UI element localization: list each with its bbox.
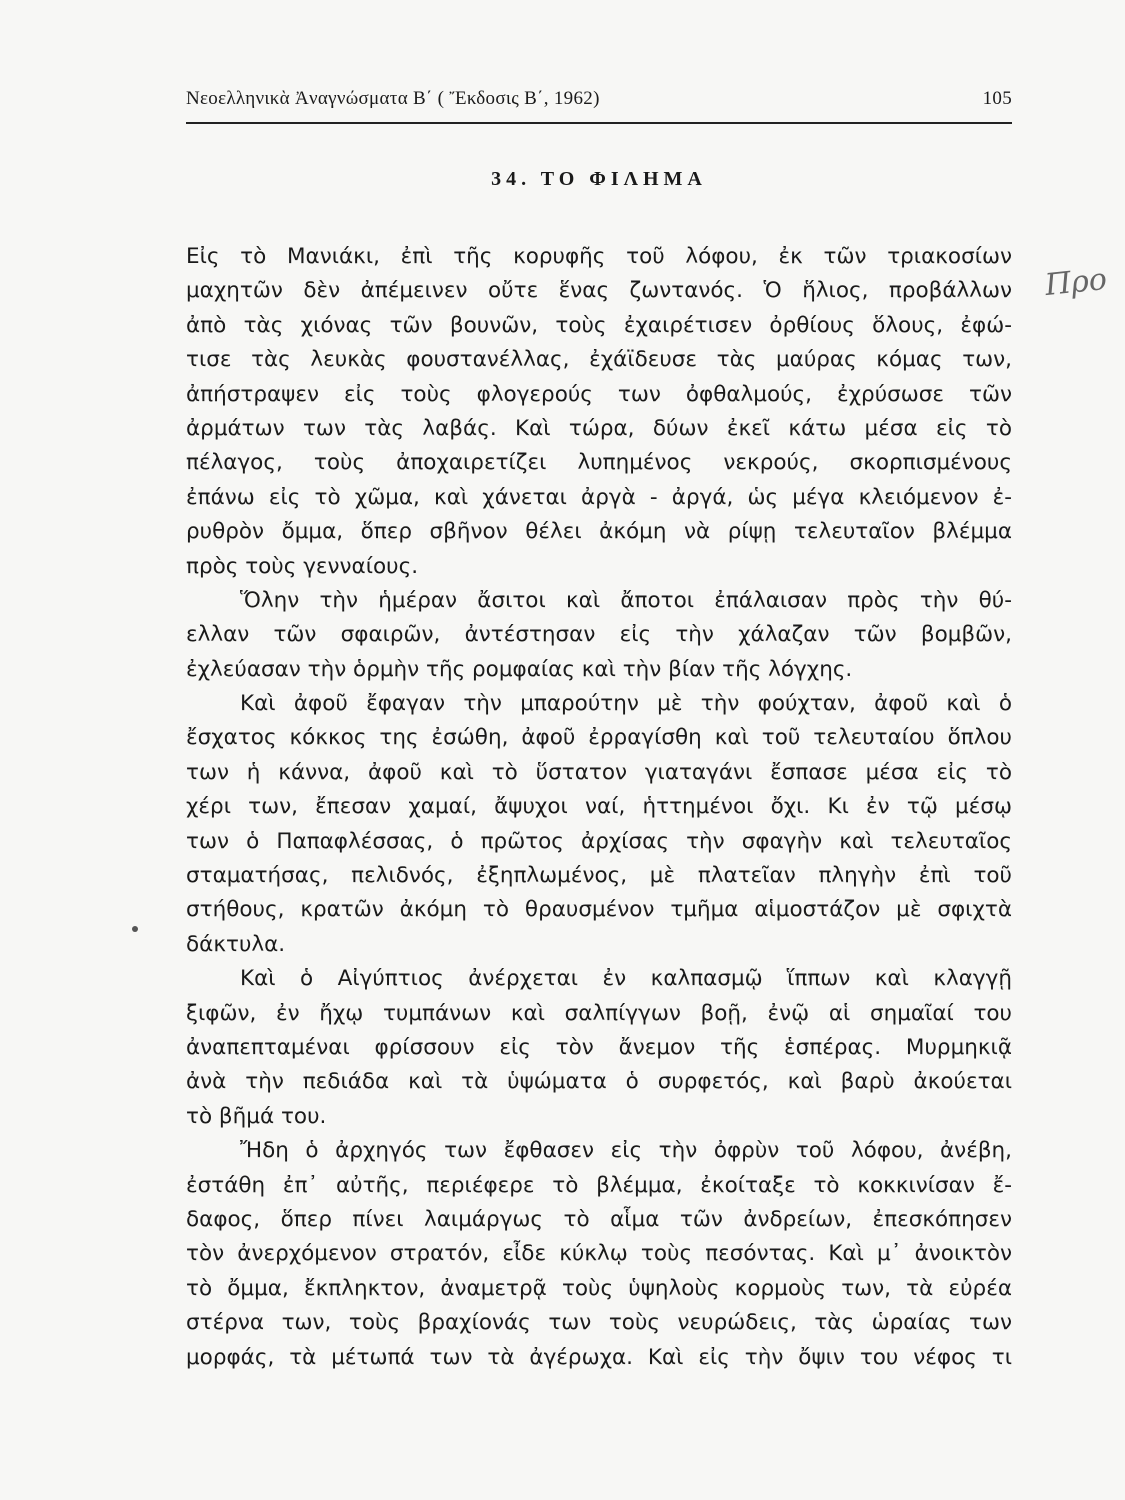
text-line: ξιφῶν, ἐν ἤχῳ τυμπάνων καὶ σαλπίγγων βοῇ, ἐνῷ αἱ σημαῖαί του (186, 1000, 1012, 1026)
text-line: μορφάς, τὰ μέτωπά των τὰ ἀγέρωχα. Καὶ εἰς τὴν ὄψιν του νέφος τι (186, 1344, 1012, 1370)
text-line: τὸ ὄμμα, ἔκπληκτον, ἀναμετρᾷ τοὺς ὑψηλοὺς κορμοὺς των, τὰ εὐρέα (186, 1275, 1012, 1301)
text-line: σταματήσας, πελιδνός, ἐξηπλωμένος, μὲ πλατεῖαν πληγὴν ἐπὶ τοῦ (186, 863, 1012, 889)
text-line: Εἰς τὸ Μανιάκι, ἐπὶ τῆς κορυφῆς τοῦ λόφου, ἐκ τῶν τριακοσίων (186, 244, 1012, 269)
page-number: 105 (982, 88, 1012, 109)
running-header (186, 88, 1012, 110)
text-line: ελλαν τῶν σφαιρῶν, ἀντέστησαν εἰς τὴν χάλαζαν τῶν βομβῶν, (186, 622, 1012, 648)
text-line: ρυθρὸν ὄμμα, ὅπερ σβῆνον θέλει ἀκόμη νὰ ρίψῃ τελευταῖον βλέμμα (186, 519, 1012, 545)
chapter-title: 34. ΤΟ ΦΙΛΗΜΑ (491, 168, 707, 190)
margin-dot (132, 926, 138, 932)
running-header-title: Νεοελληνικὰ Ἀναγνώσματα Β΄ ( Ἔκδοσις Β΄, 1962) (186, 88, 600, 109)
text-line: ἀρμάτων των τὰς λαβάς. Καὶ τώρα, δύων ἐκεῖ κάτω μέσα εἰς τὸ (186, 415, 1012, 441)
text-line: των ἡ κάννα, ἀφοῦ καὶ τὸ ὕστατον γιαταγάνι ἔσπασε μέσα εἰς τὸ (186, 759, 1012, 785)
text-line: τὸν ἀνερχόμενον στρατόν, εἶδε κύκλῳ τοὺς πεσόντας. Καὶ μ᾽ ἀνοικτὸν (186, 1241, 1012, 1267)
text-line: ἀπήστραψεν εἰς τοὺς φλογερούς των ὀφθαλμούς, ἐχρύσωσε τῶν (186, 381, 1012, 407)
text-line: στήθους, κρατῶν ἀκόμη τὸ θραυσμένον τμῆμα αἱμοστάζον μὲ σφιχτὰ (186, 897, 1012, 923)
text-line: Ἤδη ὁ ἀρχηγός των ἔφθασεν εἰς τὴν ὀφρὺν τοῦ λόφου, ἀνέβη, (240, 1138, 1012, 1164)
text-line: Καὶ ἀφοῦ ἔφαγαν τὴν μπαρούτην μὲ τὴν φούχταν, ἀφοῦ καὶ ὁ (240, 691, 1012, 717)
text-line: ἀναπεπταμέναι φρίσσουν εἰς τὸν ἄνεμον τῆς ἑσπέρας. Μυρμηκιᾷ (186, 1034, 1012, 1060)
header-rule (186, 122, 1012, 124)
text-line: χέρι των, ἔπεσαν χαμαί, ἄψυχοι ναί, ἡττημένοι ὄχι. Κι ἐν τῷ μέσῳ (186, 794, 1012, 820)
text-line: ἀπὸ τὰς χιόνας τῶν βουνῶν, τοὺς ἐχαιρέτισεν ὀρθίους ὅλους, ἐφώ- (186, 312, 1012, 338)
handwritten-margin-note: Προ (1043, 261, 1109, 304)
text-line: των ὁ Παπαφλέσσας, ὁ πρῶτος ἀρχίσας τὴν σφαγὴν καὶ τελευταῖος (186, 828, 1012, 854)
text-line: μαχητῶν δὲν ἀπέμεινεν οὔτε ἕνας ζωντανός. Ὁ ἥλιος, προβάλλων (186, 278, 1012, 304)
text-line: ἀνὰ τὴν πεδιάδα καὶ τὰ ὑψώματα ὁ συρφετός, καὶ βαρὺ ἀκούεται (186, 1069, 1012, 1095)
text-line: ἐστάθη ἐπ᾽ αὐτῆς, περιέφερε τὸ βλέμμα, ἐκοίταξε τὸ κοκκινίσαν ἔ- (186, 1172, 1012, 1198)
text-line: πέλαγος, τοὺς ἀποχαιρετίζει λυπημένος νεκρούς, σκορπισμένους (186, 450, 1012, 476)
text-line: τισε τὰς λευκὰς φουστανέλλας, ἐχάϊδευσε τὰς μαύρας κόμας των, (186, 347, 1012, 373)
text-line: ἔσχατος κόκκος της ἐσώθη, ἀφοῦ ἐρραγίσθη καὶ τοῦ τελευταίου ὅπλου (186, 725, 1012, 751)
text-line: Ὅλην τὴν ἡμέραν ἄσιτοι καὶ ἄποτοι ἐπάλαισαν πρὸς τὴν θύ- (240, 587, 1012, 613)
text-line: τὸ βῆμά του. (186, 1103, 327, 1129)
body-text (186, 240, 1012, 1375)
text-line: δάκτυλα. (186, 931, 286, 957)
text-line: ἐπάνω εἰς τὸ χῶμα, καὶ χάνεται ἀργὰ - ἀργά, ὡς μέγα κλειόμενον ἐ- (186, 484, 1012, 510)
text-line: πρὸς τοὺς γενναίους. (186, 553, 419, 579)
text-line: Καὶ ὁ Αἰγύπτιος ἀνέρχεται ἐν καλπασμῷ ἵππων καὶ κλαγγῇ (240, 966, 1012, 992)
text-line: στέρνα των, τοὺς βραχίονάς των τοὺς νευρώδεις, τὰς ὡραίας των (186, 1310, 1012, 1336)
text-line: δαφος, ὅπερ πίνει λαιμάργως τὸ αἷμα τῶν ἀνδρείων, ἐπεσκόπησεν (186, 1206, 1012, 1232)
text-line: ἐχλεύασαν τὴν ὁρμὴν τῆς ρομφαίας καὶ τὴν βίαν τῆς λόγχης. (186, 656, 853, 682)
